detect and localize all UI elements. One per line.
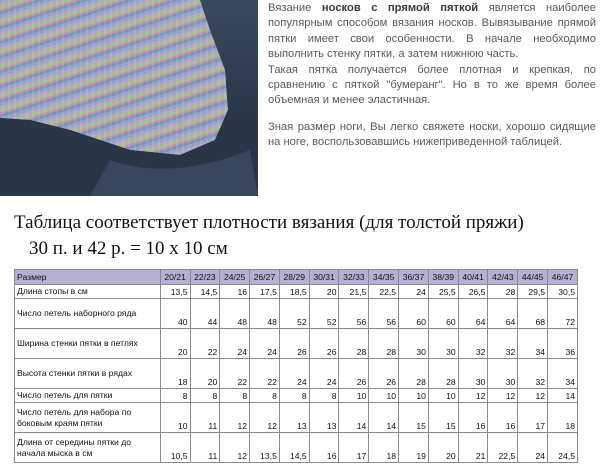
table-cell: 56 xyxy=(339,299,369,329)
table-cell: 16 xyxy=(220,285,250,299)
table-cell: 8 xyxy=(250,389,280,403)
table-cell: 26 xyxy=(339,359,369,389)
table-cell: 12 xyxy=(488,389,518,403)
table-cell: 40 xyxy=(160,299,190,329)
table-cell: 64 xyxy=(458,299,488,329)
table-cell: 12 xyxy=(518,389,548,403)
table-cell: 28 xyxy=(369,329,399,359)
size-table xyxy=(14,269,578,463)
size-header-cell: 30/31 xyxy=(309,270,339,285)
table-cell: 48 xyxy=(220,299,250,329)
table-cell: 24 xyxy=(279,359,309,389)
table-cell: 11 xyxy=(190,433,220,463)
table-cell: 24 xyxy=(309,359,339,389)
table-cell: 16 xyxy=(488,403,518,433)
table-cell: 13,5 xyxy=(250,433,280,463)
table-cell: 30 xyxy=(428,329,458,359)
table-cell: 44 xyxy=(190,299,220,329)
table-row xyxy=(15,433,578,463)
row-label: Ширина стенки пятки в петлях xyxy=(15,329,161,359)
size-header-cell: 40/41 xyxy=(458,270,488,285)
row-label: Число петель наборного ряда xyxy=(15,299,161,329)
size-header-cell: 26/27 xyxy=(250,270,280,285)
table-cell: 24 xyxy=(399,285,429,299)
table-cell: 13 xyxy=(309,403,339,433)
row-label: Длина стопы в см xyxy=(15,285,161,299)
table-cell: 34 xyxy=(518,329,548,359)
table-cell: 21,5 xyxy=(339,285,369,299)
table-cell: 11 xyxy=(190,403,220,433)
table-cell: 72 xyxy=(548,299,578,329)
row-label: Число петель для пятки xyxy=(15,389,161,403)
knitted-sock-photo xyxy=(0,0,258,196)
table-cell: 56 xyxy=(369,299,399,329)
table-cell: 16 xyxy=(309,433,339,463)
table-cell: 26 xyxy=(279,329,309,359)
table-cell: 10 xyxy=(428,389,458,403)
table-cell: 26 xyxy=(309,329,339,359)
table-cell: 28 xyxy=(488,285,518,299)
table-cell: 14 xyxy=(369,403,399,433)
table-cell: 24,5 xyxy=(548,433,578,463)
table-cell: 30 xyxy=(488,359,518,389)
table-cell: 26 xyxy=(369,359,399,389)
table-cell: 52 xyxy=(309,299,339,329)
size-header-cell: 34/35 xyxy=(369,270,399,285)
table-cell: 8 xyxy=(190,389,220,403)
table-cell: 17 xyxy=(518,403,548,433)
table-subheading: 30 п. и 42 р. = 10 х 10 см xyxy=(29,238,228,259)
table-cell: 24 xyxy=(518,433,548,463)
table-cell: 60 xyxy=(399,299,429,329)
table-cell: 22,5 xyxy=(488,433,518,463)
table-cell: 14,5 xyxy=(279,433,309,463)
table-cell: 32 xyxy=(488,329,518,359)
table-cell: 22 xyxy=(250,359,280,389)
table-cell: 10 xyxy=(369,389,399,403)
table-cell: 52 xyxy=(279,299,309,329)
table-cell: 32 xyxy=(458,329,488,359)
size-header-label: Размер xyxy=(15,270,161,285)
intro-bold-term: носков с прямой пяткой xyxy=(321,2,479,14)
intro-text xyxy=(268,1,596,151)
table-row xyxy=(15,359,578,389)
table-row xyxy=(15,389,578,403)
table-row xyxy=(15,329,578,359)
table-cell: 18 xyxy=(160,359,190,389)
table-row xyxy=(15,403,578,433)
table-cell: 24 xyxy=(220,329,250,359)
size-header-cell: 28/29 xyxy=(279,270,309,285)
table-cell: 12 xyxy=(458,389,488,403)
table-cell: 10 xyxy=(160,403,190,433)
table-cell: 22,5 xyxy=(369,285,399,299)
table-cell: 48 xyxy=(250,299,280,329)
table-cell: 28 xyxy=(399,359,429,389)
table-cell: 18 xyxy=(369,433,399,463)
table-cell: 21 xyxy=(458,433,488,463)
table-cell: 8 xyxy=(309,389,339,403)
table-cell: 12 xyxy=(250,403,280,433)
table-cell: 20 xyxy=(160,329,190,359)
intro-paragraph-3: Зная размер ноги, Вы легко свяжете носки, хорошо сидящие на ноге, воспользовавшись нижеприведенной таблицей. xyxy=(268,120,596,149)
table-cell: 20 xyxy=(428,433,458,463)
size-header-cell: 36/37 xyxy=(399,270,429,285)
table-cell: 17,5 xyxy=(250,285,280,299)
size-header-cell: 32/33 xyxy=(339,270,369,285)
table-cell: 16 xyxy=(458,403,488,433)
table-cell: 28 xyxy=(339,329,369,359)
row-label: Высота стенки пятки в рядах xyxy=(15,359,161,389)
table-cell: 10,5 xyxy=(160,433,190,463)
size-header-cell: 46/47 xyxy=(548,270,578,285)
table-cell: 8 xyxy=(220,389,250,403)
table-cell: 13,5 xyxy=(160,285,190,299)
table-cell: 22 xyxy=(190,329,220,359)
size-header-row xyxy=(15,270,578,285)
intro-paragraph-1: Вязание носков с прямой пяткой является наиболее популярным способом вязания носков. Вывязывание прямой пятки имеет свои особенности. В начале необходимо выполнить стенку пятки, а затем нижнюю часть. xyxy=(268,2,596,61)
table-cell: 18 xyxy=(548,403,578,433)
table-cell: 13 xyxy=(279,403,309,433)
table-cell: 17 xyxy=(339,433,369,463)
table-cell: 14 xyxy=(548,389,578,403)
row-label: Длина от середины пятки до начала мыска в см xyxy=(15,433,161,463)
table-cell: 32 xyxy=(518,359,548,389)
table-cell: 30 xyxy=(458,359,488,389)
row-label: Число петель для набора по боковым краям пятки xyxy=(15,403,161,433)
table-cell: 29,5 xyxy=(518,285,548,299)
table-cell: 20 xyxy=(309,285,339,299)
table-cell: 14 xyxy=(339,403,369,433)
table-cell: 12 xyxy=(220,403,250,433)
table-cell: 68 xyxy=(518,299,548,329)
table-cell: 25,5 xyxy=(428,285,458,299)
table-cell: 30,5 xyxy=(548,285,578,299)
size-header-cell: 38/39 xyxy=(428,270,458,285)
size-header-cell: 24/25 xyxy=(220,270,250,285)
table-cell: 10 xyxy=(339,389,369,403)
table-cell: 64 xyxy=(488,299,518,329)
table-cell: 20 xyxy=(190,359,220,389)
table-cell: 12 xyxy=(220,433,250,463)
table-cell: 22 xyxy=(220,359,250,389)
table-row xyxy=(15,285,578,299)
table-cell: 24 xyxy=(250,329,280,359)
size-header-cell: 44/45 xyxy=(518,270,548,285)
table-cell: 28 xyxy=(428,359,458,389)
table-cell: 34 xyxy=(548,359,578,389)
table-cell: 8 xyxy=(160,389,190,403)
table-cell: 15 xyxy=(399,403,429,433)
table-cell: 14,5 xyxy=(190,285,220,299)
table-cell: 18,5 xyxy=(279,285,309,299)
table-cell: 15 xyxy=(428,403,458,433)
size-header-cell: 42/43 xyxy=(488,270,518,285)
table-cell: 19 xyxy=(399,433,429,463)
table-row xyxy=(15,299,578,329)
size-header-cell: 22/23 xyxy=(190,270,220,285)
sock-illustration-icon xyxy=(0,0,258,196)
table-cell: 26,5 xyxy=(458,285,488,299)
table-cell: 36 xyxy=(548,329,578,359)
intro-paragraph-2: Такая пятка получается более плотная и крепкая, по сравнению с пяткой "бумеранг". Но в то же время более объемная и менее эластичная. xyxy=(268,63,596,107)
table-cell: 30 xyxy=(399,329,429,359)
table-cell: 10 xyxy=(399,389,429,403)
table-cell: 8 xyxy=(279,389,309,403)
table-heading: Таблица соответствует плотности вязания (для толстой пряжи) xyxy=(14,212,524,233)
table-cell: 60 xyxy=(428,299,458,329)
size-header-cell: 20/21 xyxy=(160,270,190,285)
